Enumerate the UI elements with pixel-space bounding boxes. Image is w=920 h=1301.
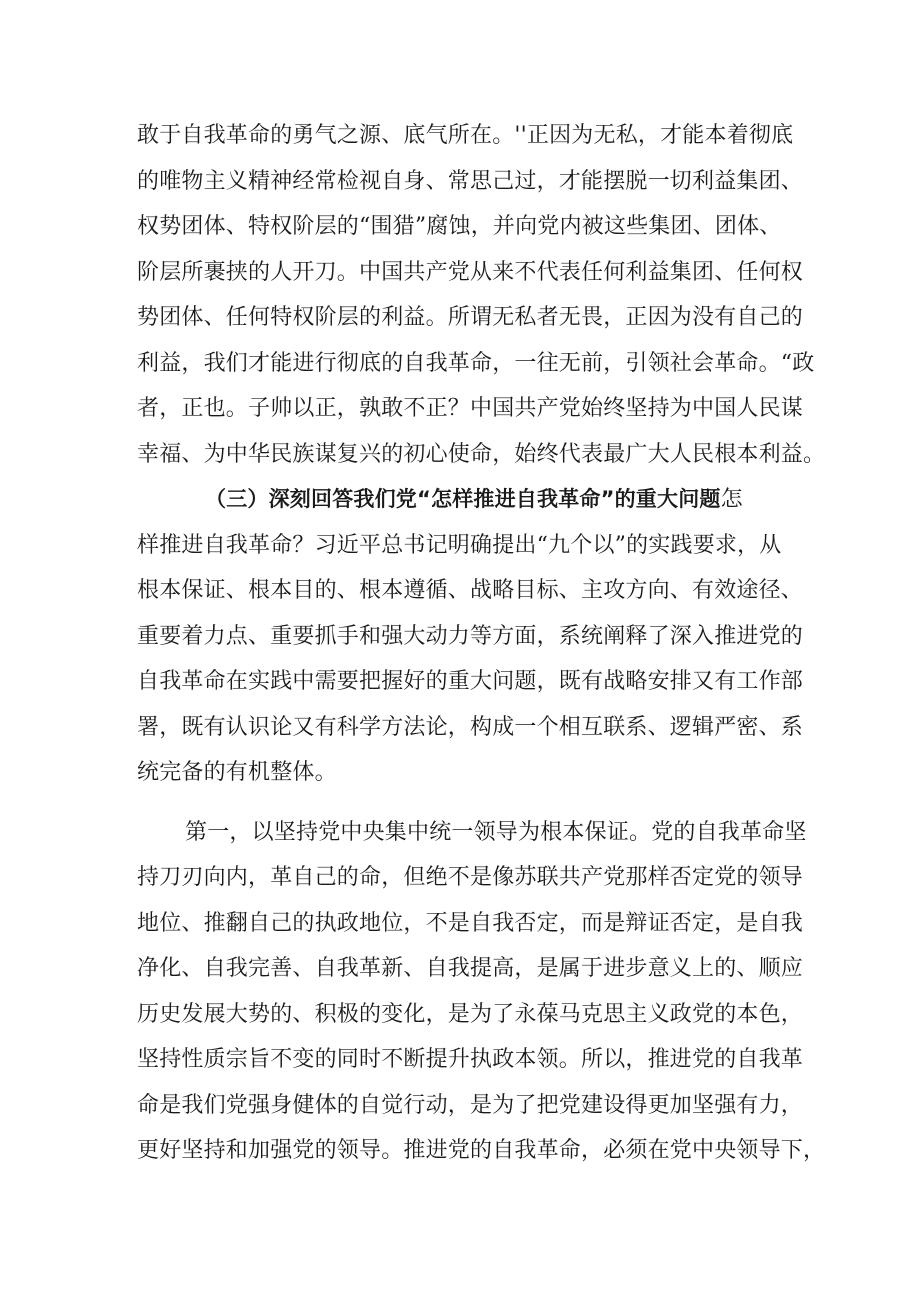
paragraph-3 [137,810,826,1174]
text-line: 的唯物主义精神经常检视自身、常思己过，才能摆脱一切利益集团、 [137,168,804,194]
text-line: 持刀刃向内，革自己的命，但绝不是像苏联共产党那样否定党的领导 [137,865,804,890]
section-heading-tail: 怎 [720,487,743,512]
text-line: 自我革命在实践中需要把握好的重大问题，既有战略安排又有工作部 [137,669,804,694]
text-line: 更好坚持和加强党的领导。推进党的自我革命，必须在党中央领导下， [137,1138,826,1163]
text-line: 历史发展大势的、积极的变化，是为了永葆马克思主义政党的本色， [137,1001,804,1027]
document-body [137,113,826,1174]
text-line: 坚持性质宗旨不变的同时不断提升执政本领。所以，推进党的自我革 [137,1047,804,1072]
text-line: 根本保证、根本目的、根本遵循、战略目标、主攻方向、有效途径、 [137,578,804,603]
text-line: 者，正也。子帅以正，孰敢不正？中国共产党始终坚持为中国人民谋 [137,396,804,421]
text-line: 样推进自我革命？习近平总书记明确提出“九个以”的实践要求，从 [137,532,782,558]
text-line: 敢于自我革命的勇气之源、底气所在。''正因为无私，才能本着彻底 [137,123,794,148]
text-line: 阶层所裹挟的人开刀。中国共产党从来不代表任何利益集团、任何权 [137,259,804,285]
text-line: 重要着力点、重要抓手和强大动力等方面，系统阐释了深入推进党的 [137,623,804,649]
text-line: 权势团体、特权阶层的“围猎”腐蚀，并向党内被这些集团、团体、 [137,214,782,239]
text-line: 命是我们党强身健体的自觉行动，是为了把党建设得更加坚强有力， [137,1092,804,1118]
paragraph-gap [137,796,797,810]
text-line: 第一，以坚持党中央集中统一领导为根本保证。党的自我革命坚 [185,819,807,845]
paragraph-1 [137,113,826,477]
text-line: 利益，我们才能进行彻底的自我革命，一往无前，引领社会革命。“政 [137,350,815,376]
text-line: 地位、推翻自己的执政地位，不是自我否定，而是辩证否定，是自我 [137,910,804,936]
text-line: 署，既有认识论又有科学方法论，构成一个相互联系、逻辑严密、系 [137,714,804,740]
text-line: 统完备的有机整体。 [137,760,337,785]
section-heading-line [137,477,797,523]
section-heading: （三）深刻回答我们党“怎样推进自我革命”的重大问题 [205,487,721,511]
text-line: 净化、自我完善、自我革新、自我提高，是属于进步意义上的、顺应 [137,956,804,981]
paragraph-2 [137,477,804,796]
text-line: 势团体、任何特权阶层的利益。所谓无私者无畏，正因为没有自己的 [137,305,804,330]
text-line: 幸福、为中华民族谋复兴的初心使命，始终代表最广大人民根本利益。 [137,441,826,467]
